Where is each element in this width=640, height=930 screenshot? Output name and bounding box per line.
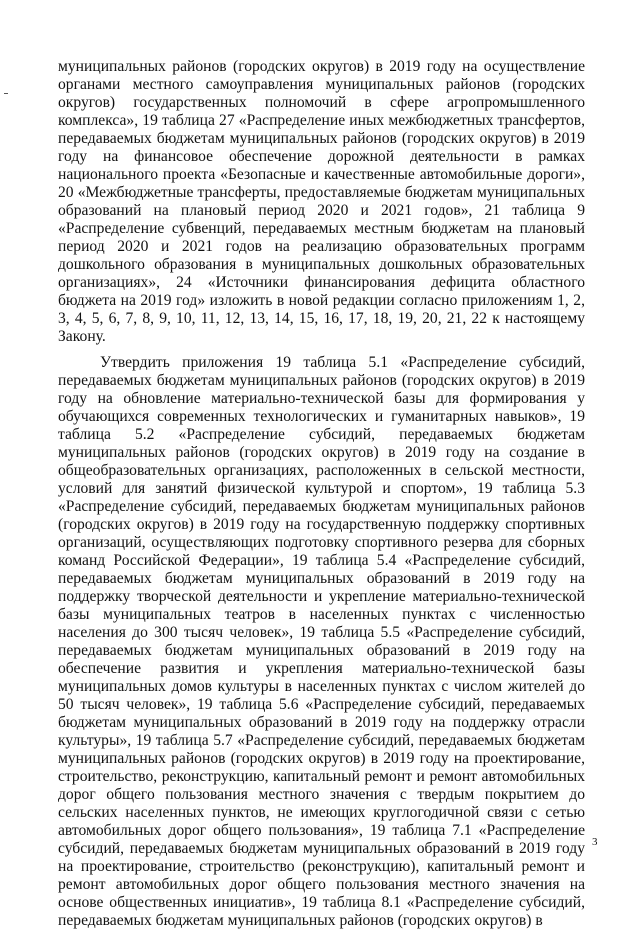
- body-text: [58, 58, 585, 930]
- page-number: 3: [592, 836, 598, 848]
- paragraph-approve-appendices: Утвердить приложения 19 таблица 5.1 «Распределение субсидий, передаваемых бюджетам муниципальных районов (городских округов) в 2019 году на обновление материально-технической базы для формирования у обучающихся современных технологических и гуманитарных навыков», 19 таблица 5.2 «Распределение субсидий, передаваемых бюджетам муниципальных районов (городских округов) в 2019 году на создание в общеобразовательных организациях, расположенных в сельской местности, условий для занятий физической культурой и спортом», 19 таблица 5.3 «Распределение субсидий, передаваемых бюджетам муниципальных районов (городских округов) в 2019 году на государственную поддержку спортивных организаций, осуществляющих подготовку спортивного резерва для сборных команд Российской Федерации», 19 таблица 5.4 «Распределение субсидий, передаваемых бюджетам муниципальных образований в 2019 году на поддержку творческой деятельности и укрепление материально-технической базы муниципальных театров в населенных пунктах с численностью населения до 300 тысяч человек», 19 таблица 5.5 «Распределение субсидий, передаваемых бюджетам муниципальных образований в 2019 году на обеспечение развития и укрепления материально-технической базы муниципальных домов культуры в населенных пунктах с числом жителей до 50 тысяч человек», 19 таблица 5.6 «Распределение субсидий, передаваемых бюджетам муниципальных образований в 2019 году на поддержку отрасли культуры», 19 таблица 5.7 «Распределение субсидий, передаваемых бюджетам муниципальных районов (городских округов) в 2019 году на проектирование, строительство, реконструкцию, капитальный ремонт и ремонт автомобильных дорог общего пользования местного значения с твердым покрытием до сельских населенных пунктов, не имеющих круглогодичной связи с сетью автомобильных дорог общего пользования», 19 таблица 7.1 «Распределение субсидий, передаваемых бюджетам муниципальных образований в 2019 году на проектирование, строительство (реконструкцию), капитальный ремонт и ремонт автомобильных дорог общего пользования местного значения на основе общественных инициатив», 19 таблица 8.1 «Распределение субсидий, передаваемых бюджетам муниципальных районов (городских округов) в: [58, 354, 585, 929]
- scan-artifact-mark: [4, 93, 8, 94]
- paragraph-continuation: муниципальных районов (городских округов) в 2019 году на осуществление органами местного самоуправления муниципальных районов (городских округов) государственных полномочий в сфере агропромышленного комплекса», 19 таблица 27 «Распределение иных межбюджетных трансфертов, передаваемых бюджетам муниципальных районов (городских округов) в 2019 году на финансовое обеспечение дорожной деятельности в рамках национального проекта «Безопасные и качественные автомобильные дороги», 20 «Межбюджетные трансферты, предоставляемые бюджетам муниципальных образований на плановый период 2020 и 2021 годов», 21 таблица 9 «Распределение субвенций, передаваемых местным бюджетам на плановый период 2020 и 2021 годов на реализацию образовательных программ дошкольного образования в муниципальных дошкольных образовательных организациях», 24 «Источники финансирования дефицита областного бюджета на 2019 год» изложить в новой редакции согласно приложениям 1, 2, 3, 4, 5, 6, 7, 8, 9, 10, 11, 12, 13, 14, 15, 16, 17, 18, 19, 20, 21, 22 к настоящему Закону.: [58, 58, 585, 345]
